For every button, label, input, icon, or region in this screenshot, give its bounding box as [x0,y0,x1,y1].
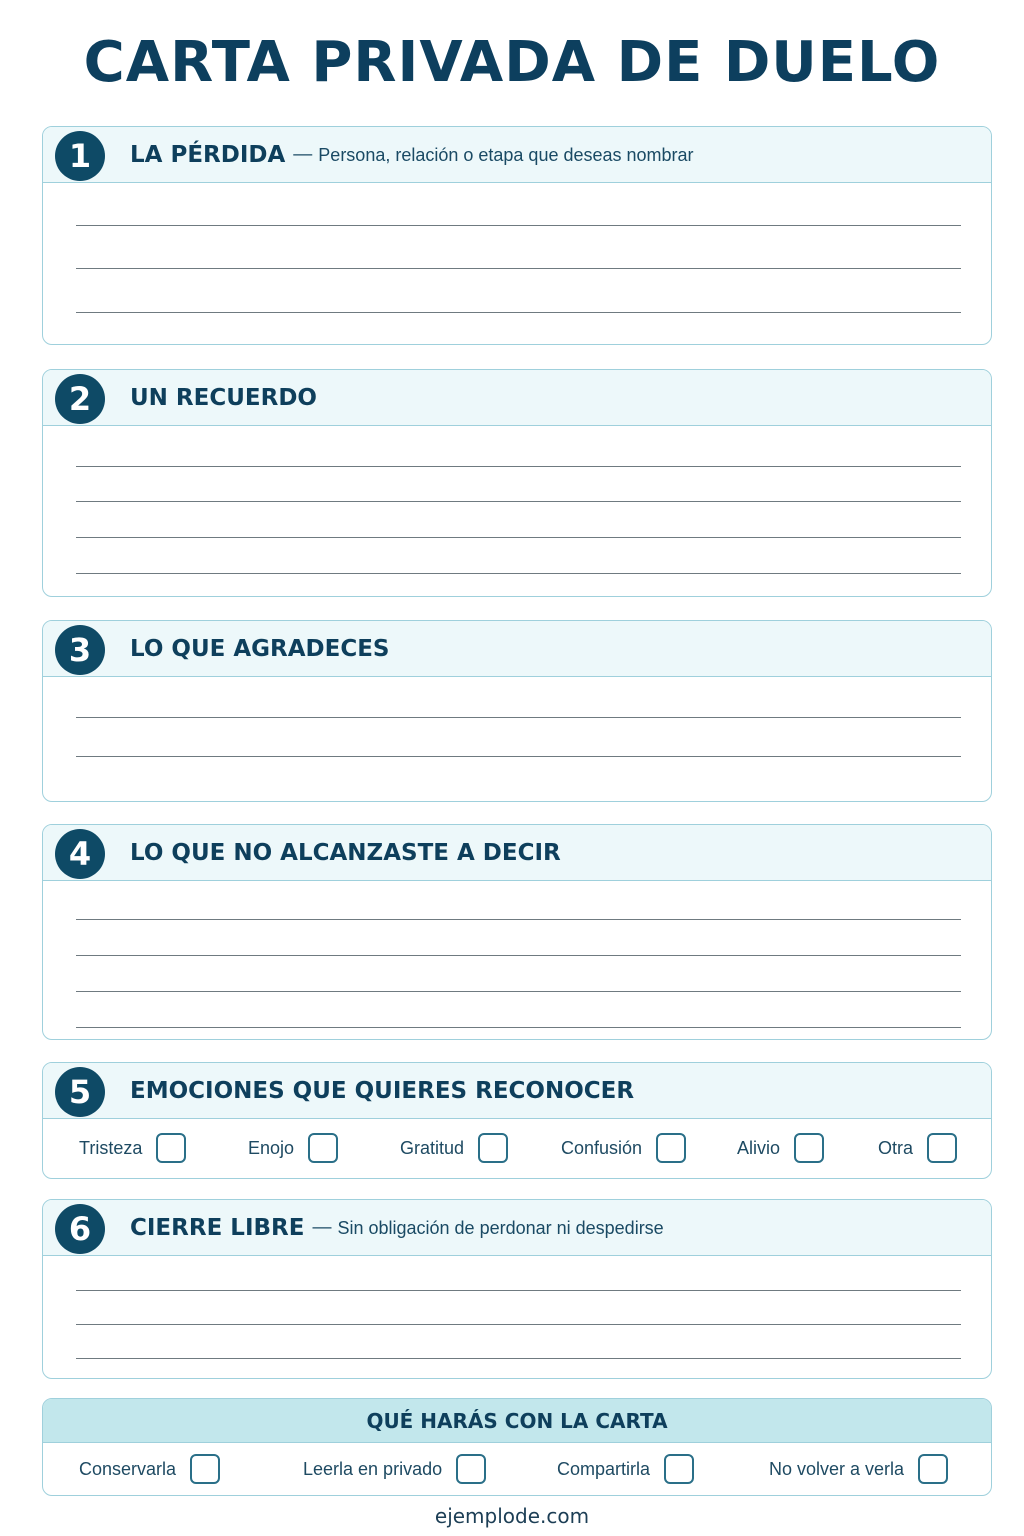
writing-line[interactable] [76,1324,961,1325]
checkbox[interactable] [794,1133,824,1163]
section-gratitude [42,620,992,802]
writing-line[interactable] [76,756,961,757]
writing-line[interactable] [76,268,961,269]
writing-line[interactable] [76,919,961,920]
option-label: Alivio [737,1137,781,1158]
fate-option[interactable] [769,1443,948,1495]
section-header [43,621,991,677]
checkbox[interactable] [927,1133,957,1163]
writing-line[interactable] [76,1358,961,1359]
writing-line[interactable] [76,466,961,467]
section-header [43,1200,991,1256]
section-title: LO QUE AGRADECES [130,636,390,662]
option-label: Leerla en privado [303,1458,443,1479]
section-header [43,370,991,426]
section-loss [42,126,992,345]
checkbox[interactable] [478,1133,508,1163]
option-label: No volver a verla [769,1458,905,1479]
section-title: EMOCIONES QUE QUIERES RECONOCER [130,1078,635,1104]
option-label: Conservarla [79,1458,177,1479]
checkbox[interactable] [156,1133,186,1163]
writing-line[interactable] [76,225,961,226]
emotion-option[interactable] [737,1119,824,1177]
checkbox[interactable] [664,1454,694,1484]
section-subtitle: Persona, relación o etapa que deseas nombrar [318,144,694,165]
section-heading [130,370,317,426]
section-heading [130,127,694,183]
section-heading [130,1063,634,1119]
section-memory [42,369,992,597]
section-header [43,127,991,183]
fate-option[interactable] [557,1443,694,1495]
section-header [43,1063,991,1119]
writing-line[interactable] [76,1027,961,1028]
page-title: CARTA PRIVADA DE DUELO [83,30,941,95]
em-dash: — [312,1217,332,1238]
fate-option[interactable] [303,1443,486,1495]
section-number-badge: 5 [55,1067,105,1117]
section-number-badge: 4 [55,829,105,879]
option-label: Otra [878,1137,914,1158]
writing-line[interactable] [76,312,961,313]
final-section-title: QUÉ HARÁS CON LA CARTA [43,1399,991,1443]
emotion-option[interactable] [248,1119,338,1177]
section-heading [130,1200,664,1256]
section-header [43,825,991,881]
letter-fate-checklist [43,1443,991,1495]
emotion-option[interactable] [878,1119,957,1177]
fate-option[interactable] [79,1443,220,1495]
section-number-badge: 6 [55,1204,105,1254]
section-heading [130,825,561,881]
section-title: LO QUE NO ALCANZASTE A DECIR [130,840,561,866]
section-number-badge: 1 [55,131,105,181]
emotion-option[interactable] [79,1119,186,1177]
checkbox[interactable] [656,1133,686,1163]
em-dash: — [293,144,313,165]
option-label: Gratitud [400,1137,465,1158]
writing-line[interactable] [76,1290,961,1291]
section-closing [42,1199,992,1379]
section-letter-fate [42,1398,992,1496]
section-title: CIERRE LIBRE [130,1215,305,1241]
section-unsaid [42,824,992,1040]
writing-line[interactable] [76,991,961,992]
option-label: Enojo [248,1137,295,1158]
section-heading [130,621,390,677]
checkbox[interactable] [456,1454,486,1484]
option-label: Compartirla [557,1458,651,1479]
checkbox[interactable] [918,1454,948,1484]
emotion-checklist [43,1119,991,1177]
checkbox[interactable] [190,1454,220,1484]
writing-line[interactable] [76,717,961,718]
section-number-badge: 2 [55,374,105,424]
footer-url[interactable]: ejemplode.com [434,1504,590,1528]
writing-line[interactable] [76,573,961,574]
option-label: Confusión [561,1137,643,1158]
option-label: Tristeza [79,1137,143,1158]
section-number-badge: 3 [55,625,105,675]
writing-line[interactable] [76,501,961,502]
writing-line[interactable] [76,955,961,956]
emotion-option[interactable] [561,1119,686,1177]
writing-line[interactable] [76,537,961,538]
emotion-option[interactable] [400,1119,508,1177]
checkbox[interactable] [308,1133,338,1163]
section-subtitle: Sin obligación de perdonar ni despedirse [337,1217,664,1238]
section-title: UN RECUERDO [130,385,317,411]
section-emotions [42,1062,992,1179]
section-title: LA PÉRDIDA [130,142,286,168]
